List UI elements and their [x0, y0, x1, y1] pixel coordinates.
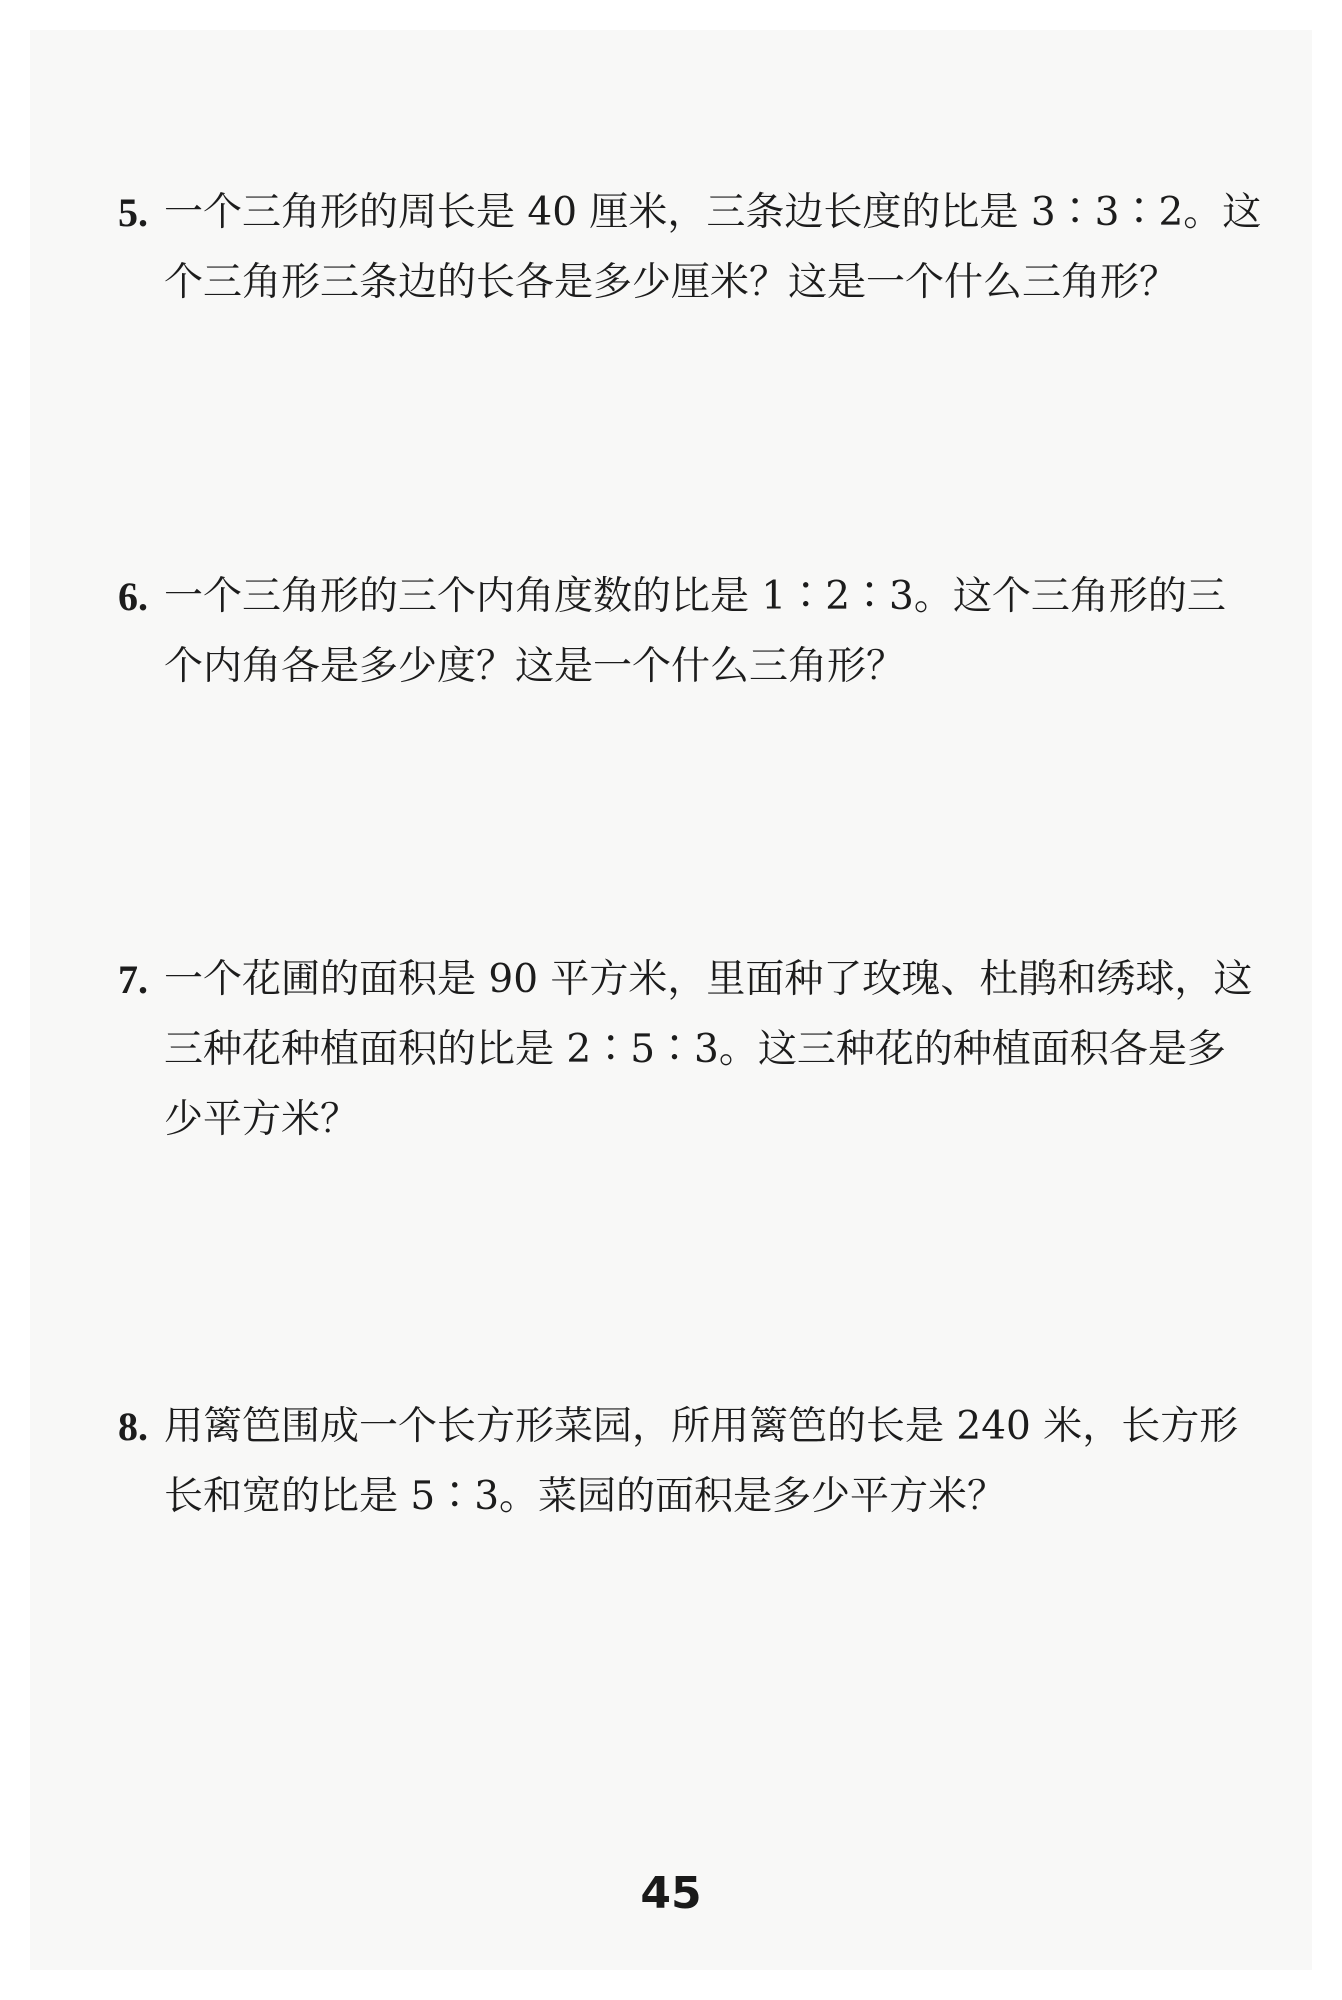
problem-6	[118, 562, 1258, 702]
problem-text-line: 少平方米？	[164, 1097, 360, 1142]
problem-text-line: 个内角各是多少度？这是一个什么三角形？	[164, 644, 906, 689]
problem-text-line: 三种花种植面积的比是 2∶5∶3。这三种花的种植面积各是多	[164, 1027, 1226, 1072]
problem-8	[118, 1392, 1258, 1532]
problem-number: 5.	[118, 190, 148, 235]
problem-number: 6.	[118, 574, 148, 619]
problem-text-line: 一个三角形的周长是 40 厘米，三条边长度的比是 3∶3∶2。这	[164, 190, 1262, 235]
problem-text-line: 长和宽的比是 5∶3。菜园的面积是多少平方米？	[164, 1474, 1007, 1519]
workbook-page	[30, 30, 1312, 1970]
problem-7	[118, 945, 1258, 1155]
problem-5	[118, 178, 1262, 318]
problem-text-line: 个三角形三条边的长各是多少厘米？这是一个什么三角形？	[164, 260, 1179, 305]
problem-number: 8.	[118, 1404, 148, 1449]
page-number: 45	[640, 1868, 702, 1919]
problem-text-line: 用篱笆围成一个长方形菜园，所用篱笆的长是 240 米，长方形	[164, 1404, 1239, 1449]
problem-text-line: 一个花圃的面积是 90 平方米，里面种了玫瑰、杜鹃和绣球，这	[164, 957, 1253, 1002]
problem-number: 7.	[118, 957, 148, 1002]
problem-text-line: 一个三角形的三个内角度数的比是 1∶2∶3。这个三角形的三	[164, 574, 1226, 619]
